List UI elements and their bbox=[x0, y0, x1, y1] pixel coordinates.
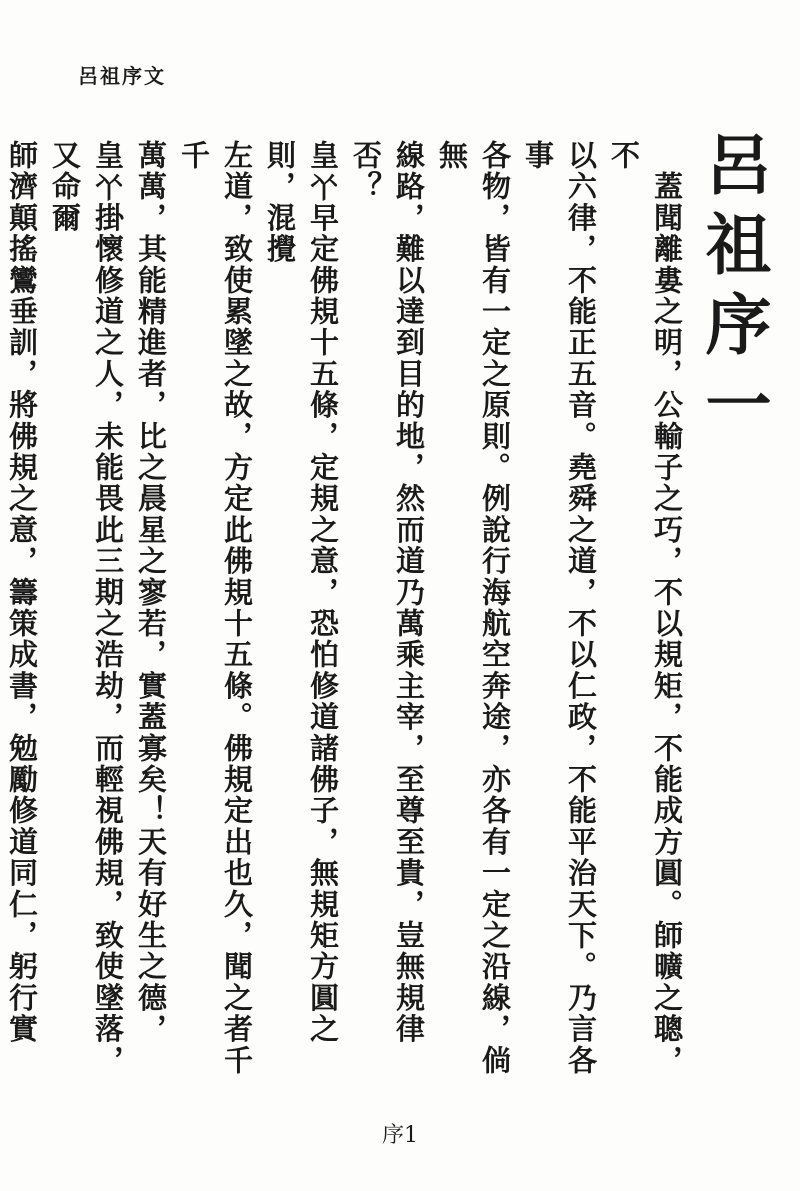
text-column: 左道，致使累墜之故，方定此佛規十五條。佛規定出也久，聞之者千千 bbox=[177, 140, 254, 1076]
text-column: 萬萬，其能精進者，比之晨星之寥若，實蓋寡矣！天有好生之德， bbox=[134, 140, 168, 1045]
chapter-title: 呂祖序一 bbox=[694, 130, 772, 450]
body-text bbox=[5, 140, 688, 1080]
text-column: 蓋聞離婁之明，公輸子之巧，不以規矩，不能成方圓。師曠之聰，不 bbox=[607, 140, 684, 1076]
text-column: 師濟顛搖鸞垂訓，將佛規之意，籌策成書，勉勵修道同仁，躬行實 bbox=[5, 140, 39, 1045]
text-column: 線路，難以達到目的地，然而道乃萬乘主宰，至尊至貴，豈無規律否？ bbox=[349, 140, 426, 1045]
text-column: 以六律，不能正五音。堯舜之道，不以仁政，不能平治天下。乃言各事 bbox=[521, 140, 598, 1076]
text-column: 各物，皆有一定之原則。例說行海航空奔途，亦各有一定之沿線，倘無 bbox=[435, 140, 512, 1076]
text-column: 皇𠁥早定佛規十五條，定規之意，恐怕修道諸佛子，無規矩方圓之則，混攪 bbox=[263, 140, 340, 1045]
running-header: 呂祖序文 bbox=[78, 64, 166, 88]
text-column: 皇𠁥掛懷修道之人，未能畏此三期之浩劫，而輕視佛規，致使墜落，又命爾 bbox=[48, 140, 125, 1076]
page-number: 序1 bbox=[382, 1123, 418, 1148]
